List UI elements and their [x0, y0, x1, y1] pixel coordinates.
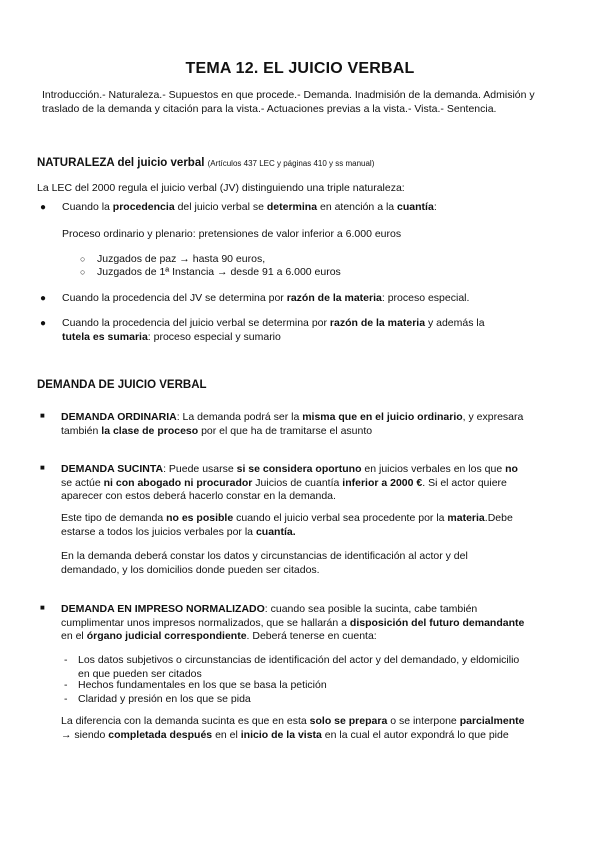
impreso-list-item-3: Claridad y presión en los que se pida [78, 693, 251, 705]
page-title: TEMA 12. EL JUICIO VERBAL [185, 60, 415, 77]
bullet-1-text: Cuando la procedencia del juicio verbal se determina en atención a la cuantía: [62, 201, 437, 213]
sub-item-2: Juzgados de 1ª Instancia → desde 91 a 6.000 euros [97, 266, 341, 278]
sub-item-1: Juzgados de paz → hasta 90 euros, [97, 253, 266, 265]
sucinta-paragraph-2: En la demanda deberá constar los datos y circunstancias de identificación al actor y del demandado, y los domicilios donde pueden ser citados. [61, 550, 468, 576]
square-bullet: ■ [40, 603, 45, 612]
circle-bullet: ○ [80, 267, 86, 277]
heading-text: NATURALEZA del juicio verbal [37, 157, 205, 169]
impreso-final-paragraph: La diferencia con la demanda sucinta es que en esta solo se prepara o se interpone parcialmente → siendo completada después en el inicio de la vista en la cual el autor expondrá lo que pide [61, 715, 525, 741]
square-bullet: ■ [40, 463, 45, 472]
demanda-ordinaria-text: DEMANDA ORDINARIA: La demanda podrá ser la misma que en el juicio ordinario, y expresara también la clase de proceso por el que ha de tramitarse el asunto [61, 411, 524, 437]
section-heading-demanda: DEMANDA DE JUICIO VERBAL [37, 379, 207, 391]
dash-bullet: - [64, 693, 68, 705]
bullet-dot: ● [40, 202, 47, 213]
bullet-2-text: Cuando la procedencia del JV se determina por razón de la materia: proceso especial. [62, 292, 470, 304]
bullet-dot: ● [40, 318, 47, 329]
bullet-dot: ● [40, 293, 47, 304]
impreso-list-item-2: Hechos fundamentales en los que se basa la petición [78, 679, 327, 691]
square-bullet: ■ [40, 411, 45, 420]
lead-paragraph: La LEC del 2000 regula el juicio verbal (JV) distinguiendo una triple naturaleza: [37, 182, 405, 194]
demanda-impreso-text: DEMANDA EN IMPRESO NORMALIZADO: cuando sea posible la sucinta, cabe también cumplimentar unos impresos normalizados, que se hallarán a disposición del futuro demandante en el órgano judicial correspondiente. Deberá tenerse en cuenta: [61, 603, 525, 642]
sucinta-paragraph-1: Este tipo de demanda no es posible cuando el juicio verbal sea procedente por la materia.Debe estarse a todos los juicios verbales por la cuantía. [61, 512, 513, 538]
intro-paragraph: Introducción.- Naturaleza.- Supuestos en que procede.- Demanda. Inadmisión de la demanda. Admisión y traslado de la demanda y citación para la vista.- Actuaciones previas a la vista.- Vista.- Sentencia. [42, 89, 535, 115]
circle-bullet: ○ [80, 254, 86, 264]
dash-bullet: - [64, 679, 68, 691]
dash-bullet: - [64, 654, 68, 666]
impreso-list-item-1: Los datos subjetivos o circunstancias de identificación del actor y del demandado, y eldomicilio en que pueden ser citados [78, 654, 520, 680]
demanda-sucinta-text: DEMANDA SUCINTA: Puede usarse si se considera oportuno en juicios verbales en los que no se actúe ni con abogado ni procurador Juicios de cuantía inferior a 2000 €. Si el actor quiere aparecer con estos deberá hacerlo constar en la demanda. [61, 463, 518, 502]
sub-paragraph: Proceso ordinario y plenario: pretensiones de valor inferior a 6.000 euros [62, 228, 402, 240]
section-heading-naturaleza [37, 157, 374, 169]
bullet-3-text: Cuando la procedencia del juicio verbal se determina por razón de la materia y además la tutela es sumaria: proceso especial y sumario [62, 317, 485, 343]
heading-note: (Artículos 437 LEC y páginas 410 y ss manual) [207, 159, 375, 168]
